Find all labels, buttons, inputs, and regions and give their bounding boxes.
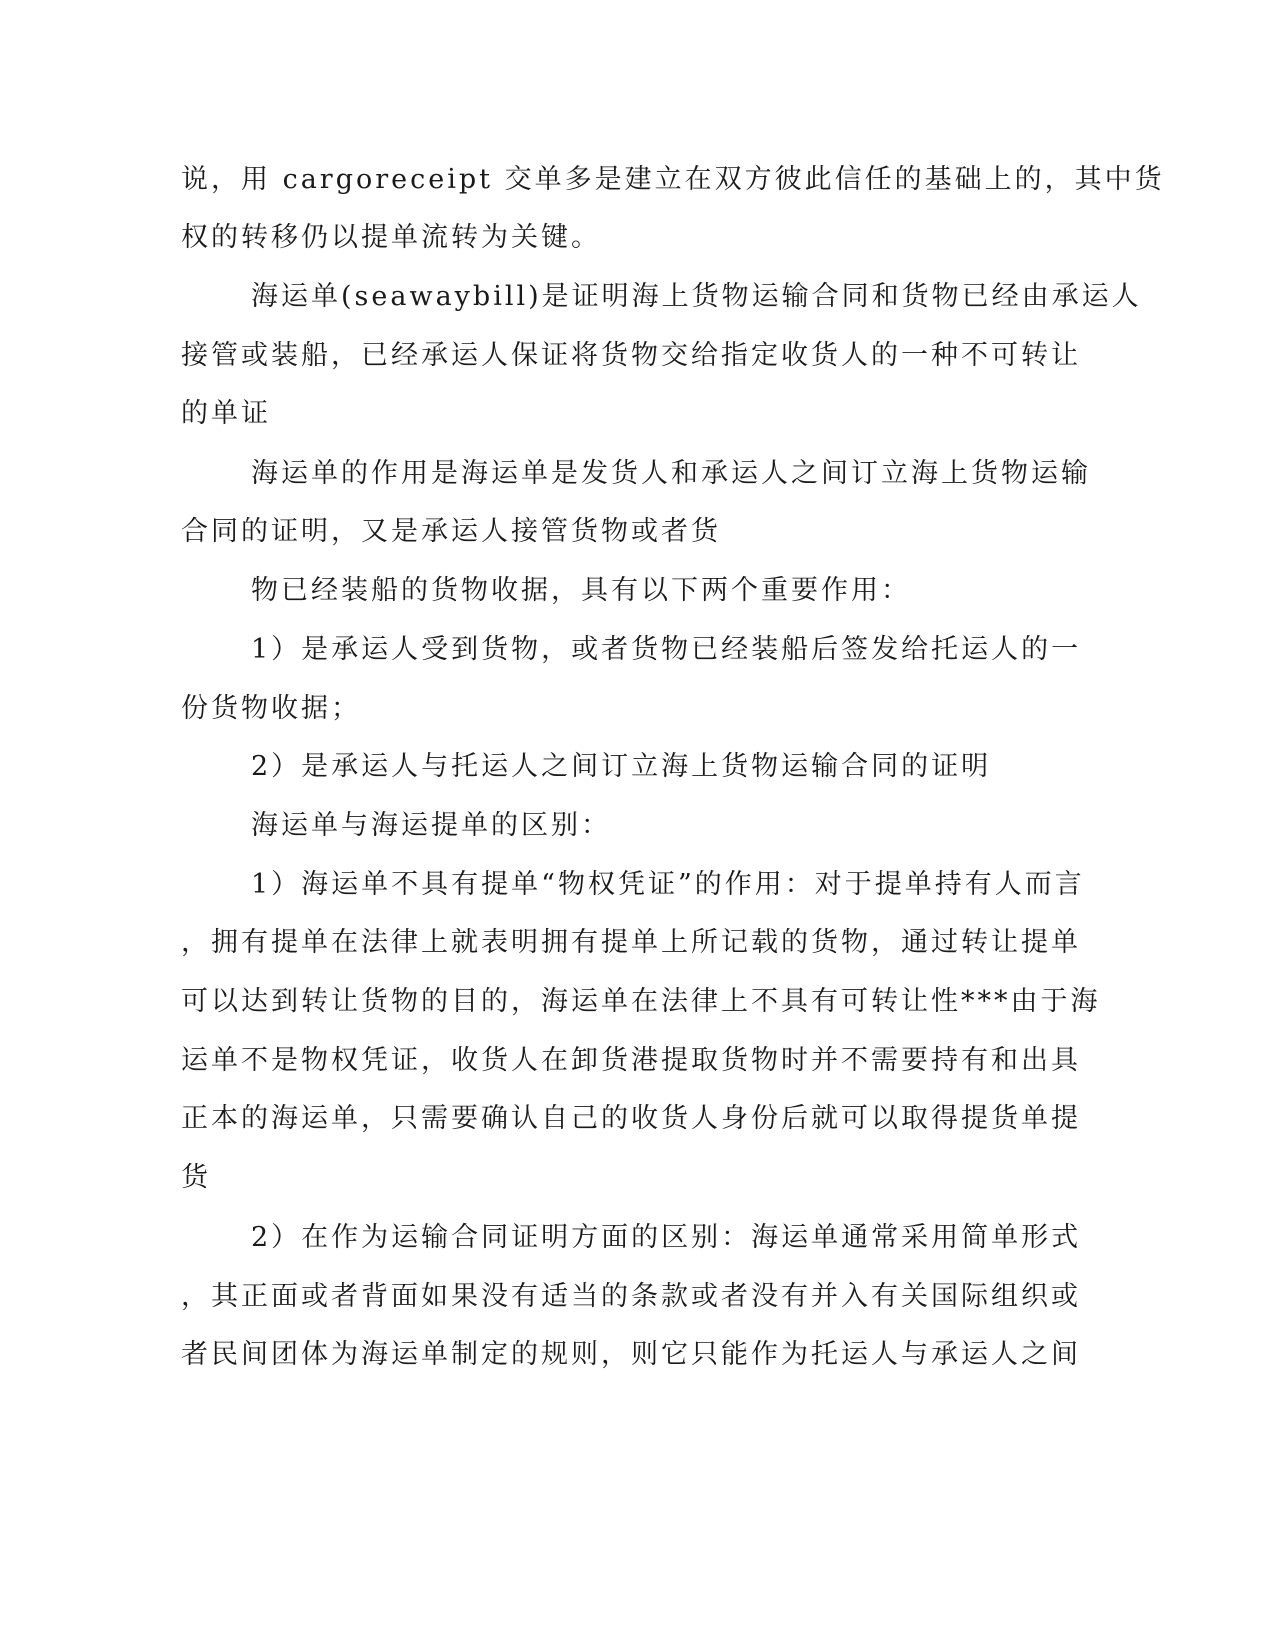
- text-line: 运单不是物权凭证，收货人在卸货港提取货物时并不需要持有和出具: [181, 1045, 1081, 1076]
- text-line: 海运单的作用是海运单是发货人和承运人之间订立海上货物运输: [251, 458, 1091, 489]
- text-line: 权的转移仍以提单流转为关键。: [181, 222, 601, 253]
- text-line: 2）在作为运输合同证明方面的区别：海运单通常采用简单形式: [251, 1222, 1082, 1253]
- text-line: 正本的海运单，只需要确认自己的收货人身份后就可以取得提货单提: [181, 1103, 1081, 1134]
- text-line: 货: [181, 1162, 211, 1193]
- text-line: ，拥有提单在法律上就表明拥有提单上所记载的货物，通过转让提单: [181, 927, 1081, 958]
- text-line: 者民间团体为海运单制定的规则，则它只能作为托运人与承运人之间: [181, 1339, 1081, 1370]
- text-line: ，其正面或者背面如果没有适当的条款或者没有并入有关国际组织或: [181, 1281, 1081, 1312]
- text-line: 合同的证明，又是承运人接管货物或者货: [181, 516, 721, 547]
- text-line: 份货物收据；: [181, 693, 361, 724]
- text-line: 海运单与海运提单的区别：: [251, 810, 611, 841]
- text-line: 物已经装船的货物收据，具有以下两个重要作用：: [251, 575, 911, 606]
- text-line: 海运单(seawaybill)是证明海上货物运输合同和货物已经由承运人: [251, 281, 1142, 312]
- text-line: 2）是承运人与托运人之间订立海上货物运输合同的证明: [251, 751, 992, 782]
- text-line: 1）是承运人受到货物，或者货物已经装船后签发给托运人的一: [251, 634, 1082, 665]
- text-line: 说，用 cargoreceipt 交单多是建立在双方彼此信任的基础上的，其中货: [181, 164, 1165, 195]
- text-line: 的单证: [181, 398, 271, 429]
- text-line: 接管或装船，已经承运人保证将货物交给指定收货人的一种不可转让: [181, 340, 1081, 371]
- text-line: 1）海运单不具有提单“物权凭证”的作用：对于提单持有人而言: [251, 869, 1085, 900]
- text-line: 可以达到转让货物的目的，海运单在法律上不具有可转让性***由于海: [181, 986, 1101, 1017]
